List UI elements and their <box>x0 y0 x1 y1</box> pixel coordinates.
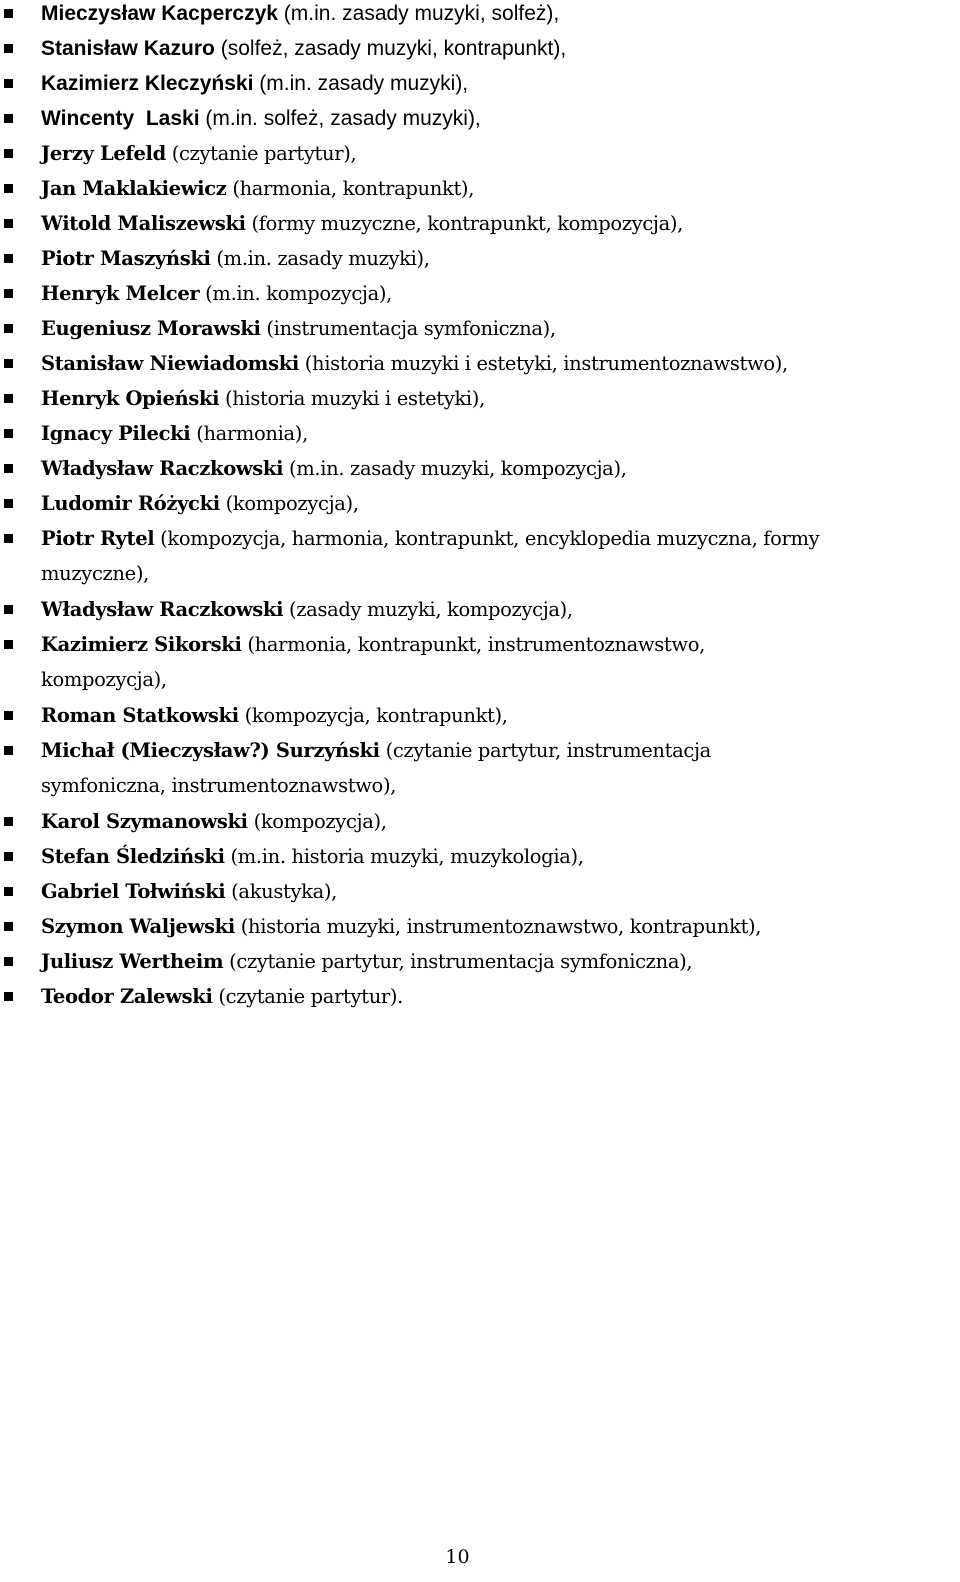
teacher-subjects: (m.in. kompozycja), <box>199 282 392 305</box>
teacher-subjects: (kompozycja, kontrapunkt), <box>238 704 508 727</box>
bullet-icon <box>4 289 13 298</box>
teacher-subjects: (harmonia, kontrapunkt, instrumentoznawstwo, <box>241 633 705 656</box>
teacher-subjects: (czytanie partytur), <box>165 142 357 165</box>
list-item-text <box>41 206 956 241</box>
list-item-text <box>41 979 956 1014</box>
teacher-name: Juliusz Wertheim <box>41 950 224 973</box>
list-item-text <box>41 66 956 101</box>
teacher-subjects: (m.in. zasady muzyki, solfeż), <box>277 2 560 25</box>
teacher-subjects: (kompozycja), <box>219 492 359 515</box>
bullet-icon <box>4 922 13 931</box>
list-item-text <box>41 276 956 311</box>
teacher-subjects: (historia muzyki i estetyki), <box>219 387 485 410</box>
bullet-icon <box>4 711 13 720</box>
bullet-icon <box>4 957 13 966</box>
list-item-text <box>41 416 956 451</box>
teacher-name: Stefan Śledziński <box>41 845 225 868</box>
list-item-text <box>41 136 956 171</box>
teacher-subjects: (solfeż, zasady muzyki, kontrapunkt), <box>214 37 567 60</box>
teacher-name: Kazimierz Kleczyński <box>41 72 254 95</box>
list-item-text <box>41 874 956 909</box>
list-item-text <box>41 592 956 627</box>
list-item-line <box>41 521 956 556</box>
teacher-subjects: (zasady muzyki, kompozycja), <box>283 598 573 621</box>
teacher-name: Karol Szymanowski <box>41 810 248 833</box>
list-item-text <box>41 944 956 979</box>
teacher-name: Piotr Rytel <box>41 527 155 550</box>
bullet-icon <box>4 184 13 193</box>
teacher-name: Michał (Mieczysław?) Surzyński <box>41 739 380 762</box>
teacher-name: Kazimierz Sikorski <box>41 633 242 656</box>
teacher-subjects-continuation: muzyczne), <box>41 562 149 585</box>
list-item-text <box>41 733 956 803</box>
teacher-name: Roman Statkowski <box>41 704 239 727</box>
list-item-text <box>41 31 956 66</box>
list-item-text <box>41 627 956 697</box>
teacher-subjects: (m.in. solfeż, zasady muzyki), <box>199 107 481 130</box>
teacher-name: Władysław Raczkowski <box>41 457 284 480</box>
list-item-text <box>41 101 956 136</box>
teacher-subjects: (formy muzyczne, kontrapunkt, kompozycja), <box>245 212 683 235</box>
bullet-icon <box>4 324 13 333</box>
bullet-icon <box>4 79 13 88</box>
bullet-icon <box>4 640 13 649</box>
teacher-name: Stanisław Niewiadomski <box>41 352 299 375</box>
list-item-text <box>41 0 956 31</box>
bullet-icon <box>4 44 13 53</box>
teacher-subjects: (m.in. zasady muzyki), <box>253 72 469 95</box>
teacher-subjects: (kompozycja, harmonia, kontrapunkt, encyklopedia muzyczna, formy <box>154 527 820 550</box>
list-item-text <box>41 311 956 346</box>
bullet-icon <box>4 992 13 1001</box>
bullet-icon <box>4 605 13 614</box>
teacher-name: Stanisław Kazuro <box>41 37 215 60</box>
list-item-text <box>41 909 956 944</box>
teacher-subjects: (instrumentacja symfoniczna), <box>260 317 556 340</box>
teacher-name: Ludomir Różycki <box>41 492 220 515</box>
teacher-subjects: (harmonia, kontrapunkt), <box>226 177 475 200</box>
teacher-subjects: (m.in. zasady muzyki), <box>210 247 430 270</box>
list-item-text <box>41 839 956 874</box>
bullet-icon <box>4 852 13 861</box>
teacher-name: Henryk Opieński <box>41 387 220 410</box>
list-item-text <box>41 171 956 206</box>
teacher-subjects: (historia muzyki, instrumentoznawstwo, kontrapunkt), <box>234 915 762 938</box>
teacher-name: Wincenty Laski <box>41 107 200 130</box>
bullet-icon <box>4 499 13 508</box>
teacher-name: Piotr Maszyński <box>41 247 211 270</box>
teacher-name: Witold Maliszewski <box>41 212 246 235</box>
bullet-icon <box>4 219 13 228</box>
list-item-text <box>41 521 956 591</box>
teacher-name: Szymon Waljewski <box>41 915 235 938</box>
bullet-icon <box>4 534 13 543</box>
teacher-name: Gabriel Tołwiński <box>41 880 226 903</box>
teacher-subjects: (czytanie partytur, instrumentacja <box>379 739 711 762</box>
page-number: 10 <box>445 1546 470 1568</box>
teacher-name: Władysław Raczkowski <box>41 598 284 621</box>
teacher-subjects: (m.in. historia muzyki, muzykologia), <box>224 845 584 868</box>
list-item-text <box>41 451 956 486</box>
teacher-name: Ignacy Pilecki <box>41 422 191 445</box>
list-item-text <box>41 346 956 381</box>
list-item-text <box>41 241 956 276</box>
bullet-icon <box>4 746 13 755</box>
teacher-name: Mieczysław Kacperczyk <box>41 2 278 25</box>
bullet-icon <box>4 394 13 403</box>
bullet-icon <box>4 359 13 368</box>
bullet-icon <box>4 9 13 18</box>
bullet-icon <box>4 429 13 438</box>
teacher-subjects: (akustyka), <box>225 880 338 903</box>
teacher-subjects-continuation: kompozycja), <box>41 668 167 691</box>
teacher-name: Henryk Melcer <box>41 282 200 305</box>
list-item-text <box>41 804 956 839</box>
bullet-icon <box>4 464 13 473</box>
teacher-name: Jan Maklakiewicz <box>41 177 227 200</box>
teacher-subjects: (czytanie partytur). <box>212 985 403 1008</box>
bullet-icon <box>4 887 13 896</box>
teacher-subjects: (czytanie partytur, instrumentacja symfoniczna), <box>223 950 693 973</box>
teacher-subjects-continuation: symfoniczna, instrumentoznawstwo), <box>41 774 397 797</box>
teacher-name: Eugeniusz Morawski <box>41 317 261 340</box>
list-item-text <box>41 486 956 521</box>
teacher-subjects: (m.in. zasady muzyki, kompozycja), <box>283 457 627 480</box>
teacher-subjects: (kompozycja), <box>247 810 387 833</box>
list-item-text <box>41 381 956 416</box>
bullet-icon <box>4 149 13 158</box>
bullet-icon <box>4 817 13 826</box>
teacher-subjects: (harmonia), <box>190 422 308 445</box>
teacher-name: Jerzy Lefeld <box>41 142 166 165</box>
teacher-subjects: (historia muzyki i estetyki, instrumentoznawstwo), <box>298 352 788 375</box>
teacher-name: Teodor Zalewski <box>41 985 213 1008</box>
list-item-line <box>41 733 956 768</box>
bullet-icon <box>4 254 13 263</box>
list-item-text <box>41 698 956 733</box>
list-item-line <box>41 627 956 662</box>
bullet-icon <box>4 114 13 123</box>
